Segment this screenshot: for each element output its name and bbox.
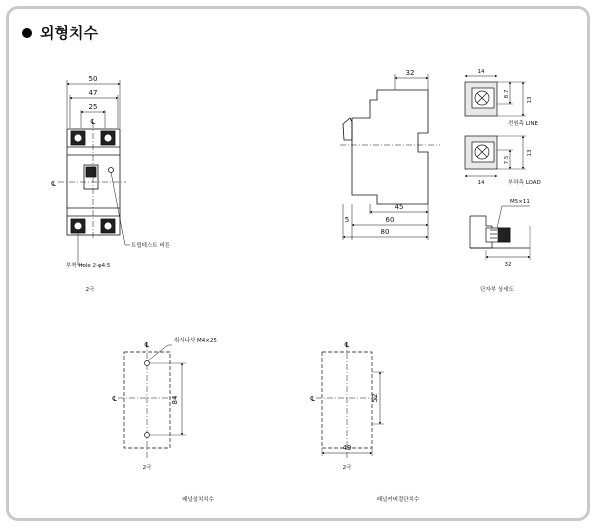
panel-cut-centerline-left: ℄ [310, 395, 315, 403]
terminal-line-h1: 8.7 [504, 89, 510, 99]
side-dim-32: 32 [405, 69, 415, 77]
side-dim-80: 80 [380, 228, 390, 236]
terminal-load-label: 부하측 LOAD [508, 180, 541, 186]
mounting-hole-callout: 부착 Hole 2-φ4.5 [66, 263, 111, 269]
front-caption: 2극 [85, 287, 95, 293]
section-title: 외형치수 [40, 24, 98, 42]
panel-cut-dim-52: 52 [371, 393, 379, 403]
trip-button-callout: 트립테스트 버튼 [131, 243, 170, 249]
terminal-detail-width: 32 [504, 262, 512, 268]
panel-cut-caption: 패널커버절단치수 [376, 497, 420, 503]
panel-mount-centerline-left: ℄ [112, 395, 117, 403]
panel-cut-pole: 2극 [342, 465, 352, 471]
panel-mount-dim-84: 84 [171, 395, 179, 405]
terminal-detail-caption: 단자부 상세도 [480, 287, 514, 293]
panel-mount-centerline-top: ℄ [144, 341, 150, 349]
terminal-line-h2: 13 [527, 96, 533, 104]
panel-mount-screw-label: 취시나사 M4×25 [174, 338, 217, 344]
side-dim-5: 5 [344, 216, 350, 224]
front-centerline-top: ℄ [90, 118, 96, 126]
front-centerline-left: ℄ [51, 180, 56, 188]
panel-cut-centerline-top: ℄ [344, 341, 350, 349]
terminal-section-detail [470, 206, 530, 260]
terminal-line-label: 전원측 LINE [508, 121, 538, 127]
screw-spec-label: M5×11 [510, 199, 530, 205]
terminal-load-h2: 13 [527, 149, 533, 157]
side-dim-60: 60 [385, 216, 395, 224]
front-width-25: 25 [88, 103, 98, 111]
terminal-load-h1: 7.5 [504, 155, 510, 165]
front-width-47: 47 [88, 89, 98, 97]
panel-cut-dim-49: 49 [342, 444, 352, 452]
panel-mount-pole: 2극 [142, 465, 152, 471]
front-width-50: 50 [88, 75, 98, 83]
terminal-line-width: 14 [477, 69, 485, 75]
terminal-load-detail [465, 136, 526, 176]
terminal-load-width: 14 [477, 180, 485, 186]
side-dim-45: 45 [394, 203, 404, 211]
terminal-line-detail [465, 76, 526, 116]
panel-mount-caption: 패널설치치수 [182, 497, 214, 503]
